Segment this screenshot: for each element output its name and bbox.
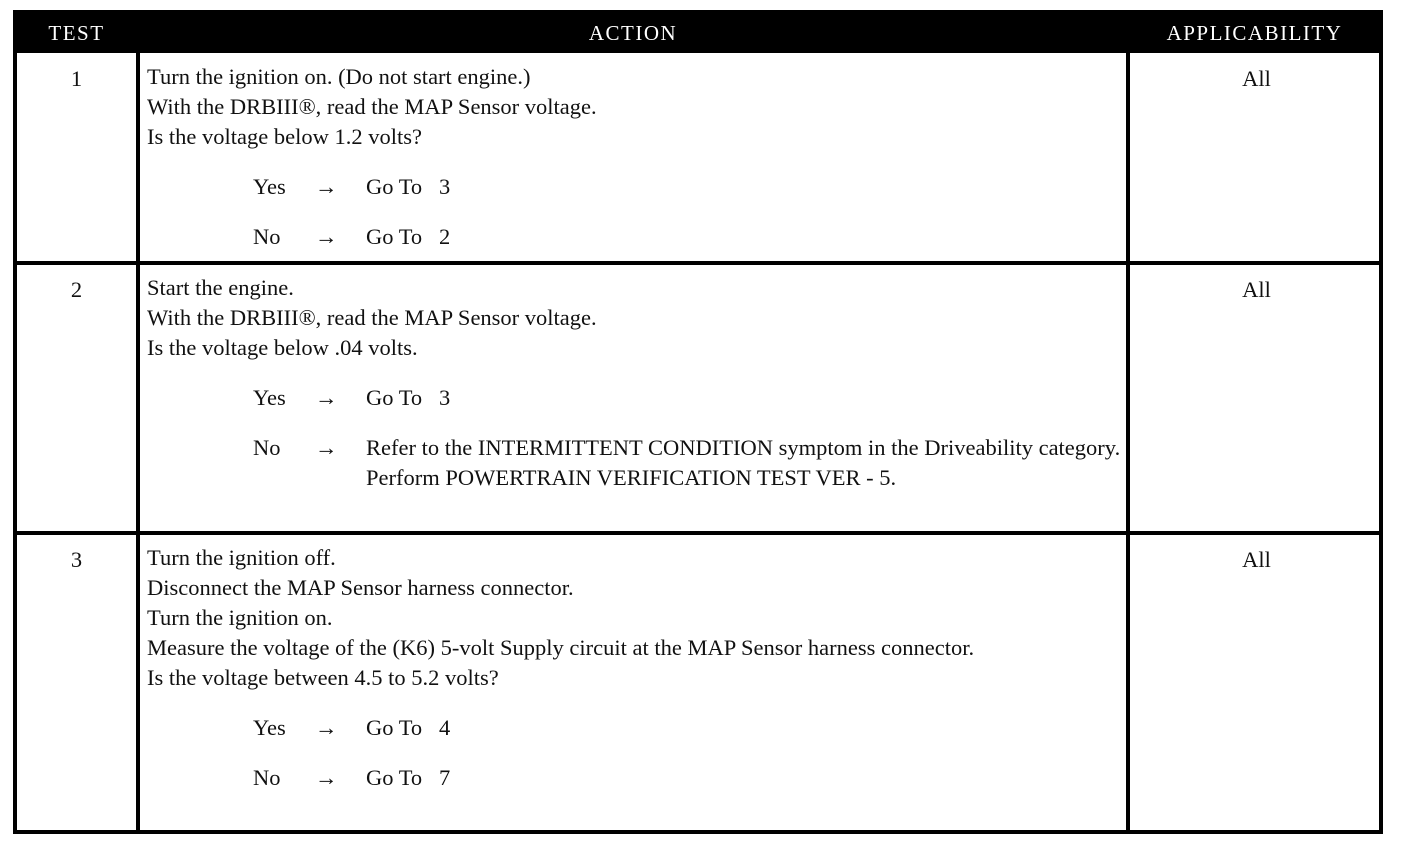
branch-no: [147, 763, 1122, 793]
branch-target: Go To 3: [366, 174, 451, 199]
branch-label: Yes: [253, 385, 286, 410]
arrow-icon: →: [315, 435, 338, 460]
row-divider: [17, 261, 1379, 265]
branch-target: Go To 3: [366, 385, 451, 410]
branch-target-text: Refer to the INTERMITTENT CONDITION symptom in the Driveability category.: [366, 435, 1121, 460]
action-step: Turn the ignition on. (Do not start engine.): [147, 64, 531, 89]
arrow-icon: →: [315, 224, 338, 249]
branch-target: [366, 433, 1121, 493]
action-step: With the DRBIII®, read the MAP Sensor voltage.: [147, 94, 597, 119]
branch-yes: [147, 383, 1122, 413]
action-step: Turn the ignition off.: [147, 545, 336, 570]
column-divider: [1126, 53, 1130, 830]
branch-target: Go To 7: [366, 765, 451, 790]
arrow-icon: →: [315, 715, 338, 740]
diagnostic-test-table: [13, 10, 1383, 834]
arrow-icon: →: [315, 174, 338, 199]
applicability-value: All: [1242, 547, 1271, 572]
branch-target: Go To 4: [366, 715, 451, 740]
arrow-icon: →: [315, 385, 338, 410]
test-number: 1: [70, 66, 83, 91]
action-cell: [147, 543, 1122, 793]
header-test: TEST: [48, 21, 105, 45]
action-step: With the DRBIII®, read the MAP Sensor voltage.: [147, 305, 597, 330]
branch-yes: [147, 713, 1122, 743]
branch-target-text: Perform POWERTRAIN VERIFICATION TEST VER - 5.: [366, 465, 897, 490]
branch-no: [147, 433, 1122, 523]
branch-target: Go To 2: [366, 224, 451, 249]
row-divider: [17, 531, 1379, 535]
action-step: Is the voltage below 1.2 volts?: [147, 124, 422, 149]
test-number: 2: [70, 277, 83, 302]
action-cell: [147, 273, 1122, 523]
action-step: Disconnect the MAP Sensor harness connector.: [147, 575, 574, 600]
applicability-value: All: [1242, 277, 1271, 302]
branch-label: Yes: [253, 715, 286, 740]
action-cell: [147, 62, 1122, 252]
table-header: [17, 14, 1379, 53]
action-step: Is the voltage between 4.5 to 5.2 volts?: [147, 665, 499, 690]
applicability-value: All: [1242, 66, 1271, 91]
action-step: Turn the ignition on.: [147, 605, 333, 630]
header-applicability: APPLICABILITY: [1166, 21, 1343, 45]
branch-label: No: [253, 765, 281, 790]
branch-label: Yes: [253, 174, 286, 199]
action-step: Start the engine.: [147, 275, 294, 300]
branch-label: No: [253, 435, 281, 460]
branch-no: [147, 222, 1122, 252]
branch-yes: [147, 172, 1122, 202]
header-action: ACTION: [588, 21, 678, 45]
action-step: Measure the voltage of the (K6) 5-volt Supply circuit at the MAP Sensor harness connector.: [147, 635, 975, 660]
arrow-icon: →: [315, 765, 338, 790]
column-divider: [136, 53, 140, 830]
branch-label: No: [253, 224, 281, 249]
test-number: 3: [70, 547, 83, 572]
action-step: Is the voltage below .04 volts.: [147, 335, 418, 360]
